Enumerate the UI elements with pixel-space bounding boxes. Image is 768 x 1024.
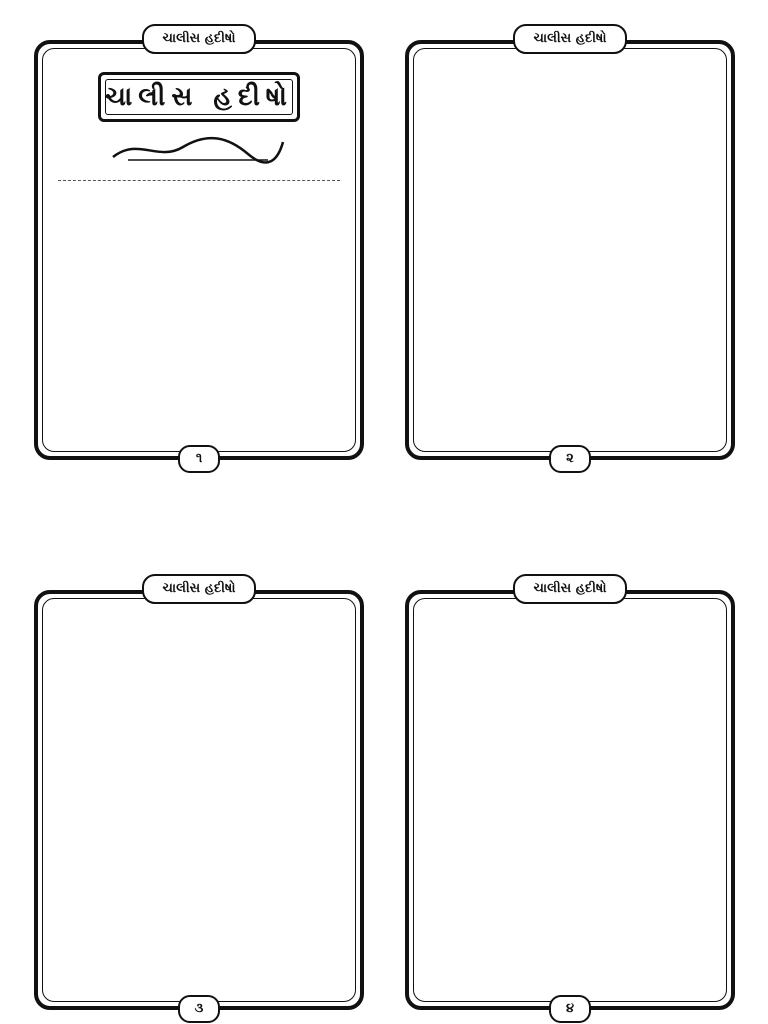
page-4 — [405, 580, 735, 1016]
book-title: ચાલીસ હદીષો — [98, 72, 300, 122]
page-frame — [34, 40, 364, 460]
page-header: ચાલીસ હદીષો — [142, 574, 256, 604]
page-header: ચાલીસ હદીષો — [513, 574, 627, 604]
page-number: ૧ — [178, 445, 220, 473]
page-frame-inner — [42, 598, 356, 1002]
page-1 — [34, 30, 364, 466]
page-3 — [34, 580, 364, 1016]
page-header: ચાલીસ હદીષો — [142, 24, 256, 54]
page-frame — [34, 590, 364, 1010]
text-placeholder-line — [58, 180, 340, 181]
page-frame — [405, 40, 735, 460]
page-number: ૨ — [549, 445, 591, 473]
page-frame-inner — [413, 598, 727, 1002]
bismillah-calligraphy-icon — [108, 132, 288, 166]
page-frame-inner — [413, 48, 727, 452]
page-number: ૩ — [178, 995, 220, 1023]
page-frame — [405, 590, 735, 1010]
page-2 — [405, 30, 735, 466]
page-number: ૪ — [549, 995, 591, 1023]
page-header: ચાલીસ હદીષો — [513, 24, 627, 54]
